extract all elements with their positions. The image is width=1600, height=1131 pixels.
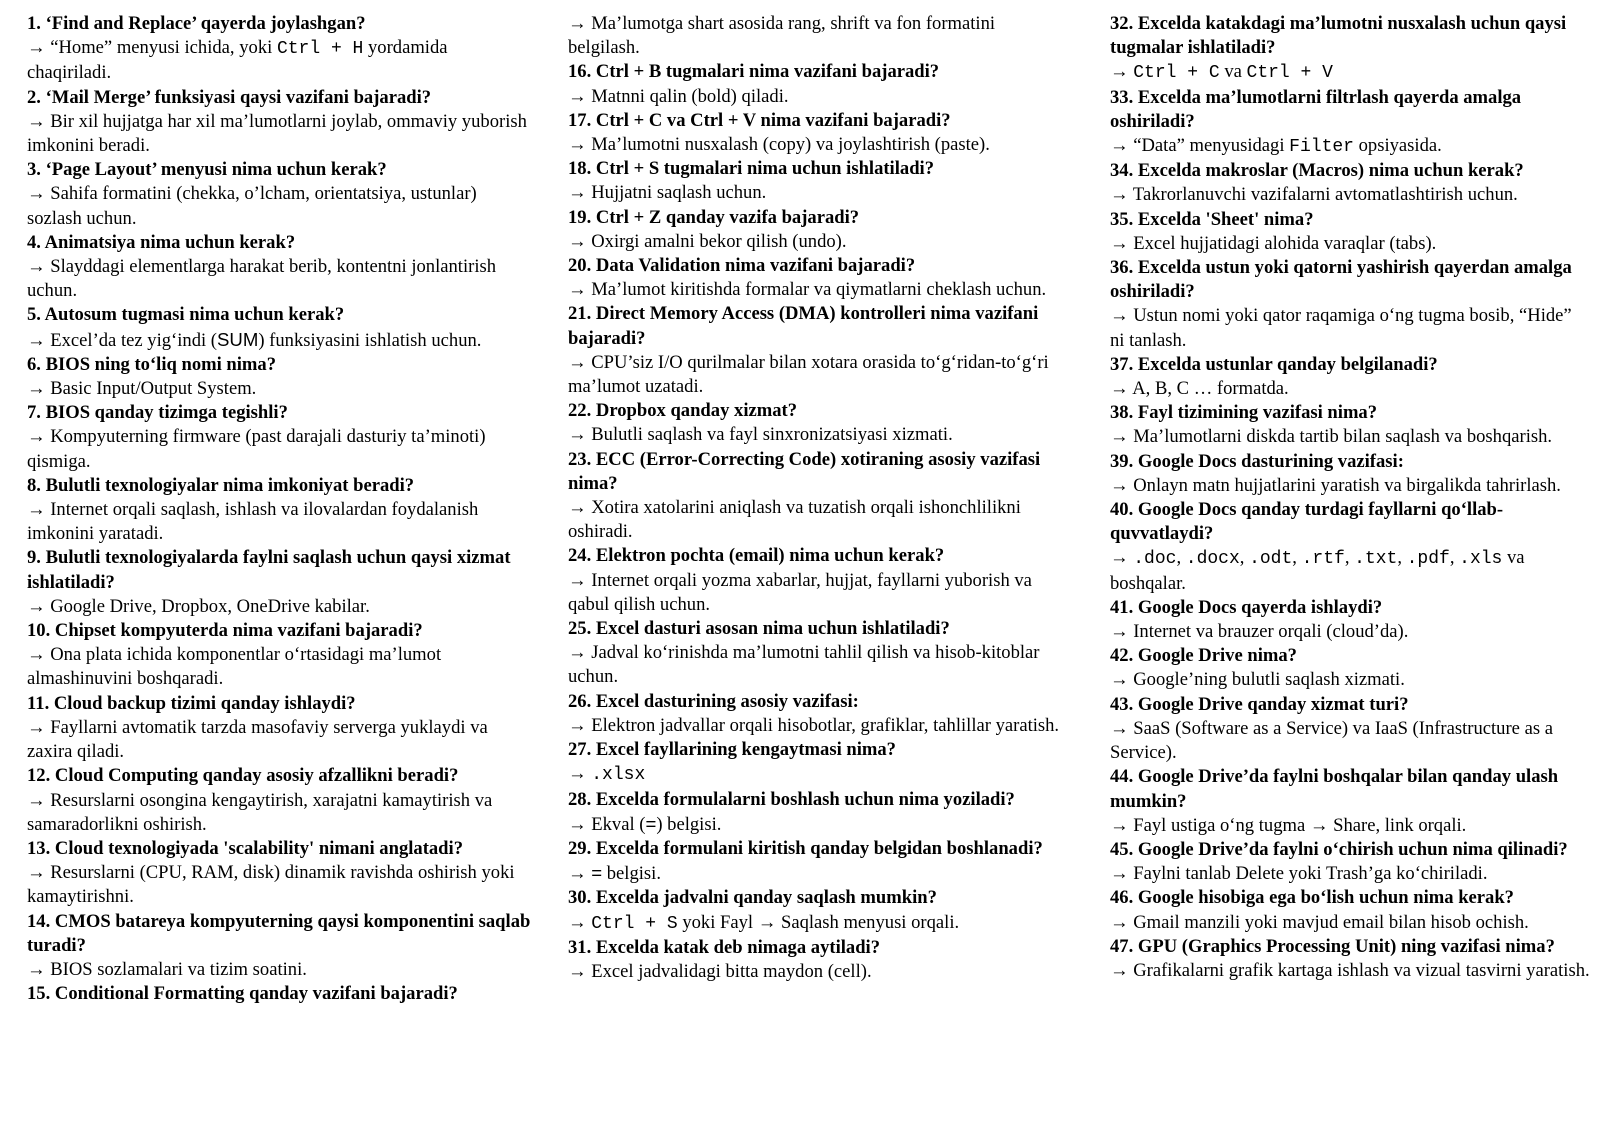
answer-segment: → xyxy=(568,763,592,785)
answer-text xyxy=(27,789,532,837)
answer-segment: → Internet va brauzer orqali (cloud’da). xyxy=(1110,621,1409,643)
qa-item xyxy=(1110,838,1590,886)
qa-item xyxy=(568,254,1068,302)
answer-segment: → Grafikalarni grafik kartaga ishlash va vizual tasvirni yaratish. xyxy=(1110,959,1590,981)
qa-item xyxy=(568,206,1068,254)
question-text: 27. Excel fayllarining kengaytmasi nima? xyxy=(568,739,896,761)
qa-item xyxy=(568,399,1068,447)
qa-item xyxy=(1110,401,1590,449)
answer-segment: → Google Drive, Dropbox, OneDrive kabilar. xyxy=(27,595,370,617)
answer-segment: → Gmail manzili yoki mavjud email bilan hisob ochish. xyxy=(1110,911,1529,933)
answer-text xyxy=(1110,377,1590,401)
answer-segment: = xyxy=(591,862,603,884)
column-3 xyxy=(1110,12,1590,983)
qa-item xyxy=(568,738,1068,787)
answer-segment: yoki Fayl → Saqlash menyusi orqali. xyxy=(677,911,960,933)
answer-segment: → Jadval ko‘rinishda ma’lumotni tahlil qilish va hisob-kitoblar uchun. xyxy=(568,642,1040,688)
answer-text xyxy=(568,351,1068,399)
answer-segment: → xyxy=(1110,547,1134,569)
answer-segment: → Internet orqali yozma xabarlar, hujjat, fayllarni yuborish va qabul qilish uchun. xyxy=(568,569,1032,615)
question-text: 45. Google Drive’da faylni o‘chirish uchun nima qilinadi? xyxy=(1110,838,1568,860)
answer-segment: → Xotira xatolarini aniqlash va tuzatish orqali ishonchlilikni oshiradi. xyxy=(568,497,1021,543)
answer-segment: , xyxy=(1239,547,1250,569)
answer-segment: ) funksiyasini ishlatish uchun. xyxy=(258,329,482,351)
question-text: 25. Excel dasturi asosan nima uchun ishlatiladi? xyxy=(568,618,950,640)
answer-text xyxy=(27,861,532,909)
answer-segment: → Takrorlanuvchi vazifalarni avtomatlashtirish uchun. xyxy=(1110,184,1518,206)
answer-segment: → Oxirgi amalni bekor qilish (undo). xyxy=(568,230,847,252)
question-text: 21. Direct Memory Access (DMA) kontrolleri nima vazifani bajaradi? xyxy=(568,303,1039,349)
answer-text xyxy=(1110,425,1590,449)
qa-item xyxy=(568,109,1068,157)
question-text: 23. ECC (Error-Correcting Code) xotiraning asosiy vazifasi nima? xyxy=(568,448,1041,494)
answer-text xyxy=(27,255,532,303)
answer-text xyxy=(568,960,1068,984)
question-text: 3. ‘Page Layout’ menyusi nima uchun kerak? xyxy=(27,159,387,181)
answer-text xyxy=(1110,668,1590,692)
question-text: 43. Google Drive qanday xizmat turi? xyxy=(1110,693,1409,715)
answer-segment: → Fayl ustiga o‘ng tugma → Share, link orqali. xyxy=(1110,814,1467,836)
answer-segment: → Slayddagi elementlarga harakat berib, kontentni jonlantirish uchun. xyxy=(27,256,497,302)
code-snippet: .xlsx xyxy=(591,765,646,786)
answer-segment: , xyxy=(1176,547,1186,569)
question-text: 17. Ctrl + C va Ctrl + V nima vazifani bajaradi? xyxy=(568,109,951,131)
answer-segment: = xyxy=(645,812,657,834)
question-text: 4. Animatsiya nima uchun kerak? xyxy=(27,231,296,253)
answer-segment: → Ekval ( xyxy=(568,813,646,835)
code-snippet: Ctrl + V xyxy=(1246,63,1333,84)
qa-item xyxy=(1110,644,1590,692)
answer-segment: → Basic Input/Output System. xyxy=(27,378,257,400)
question-text: 10. Chipset kompyuterda nima vazifani bajaradi? xyxy=(27,620,423,642)
answer-text xyxy=(1110,862,1590,886)
column-2 xyxy=(568,12,1068,984)
answer-segment: → Excel’da tez yig‘indi ( xyxy=(27,329,217,351)
answer-segment: → Ma’lumotni nusxalash (copy) va joylashtirish (paste). xyxy=(568,134,990,156)
qa-item xyxy=(568,60,1068,108)
answer-segment: → “Data” menyusidagi xyxy=(1110,135,1290,157)
answer-text xyxy=(1110,60,1590,85)
answer-text xyxy=(27,377,532,401)
qa-item xyxy=(568,448,1068,545)
answer-text xyxy=(1110,717,1590,765)
qa-item xyxy=(1110,353,1590,401)
qa-item xyxy=(27,546,532,619)
answer-text xyxy=(27,498,532,546)
answer-segment: → Ustun nomi yoki qator raqamiga o‘ng tugma bosib, “Hide” ni tanlash. xyxy=(1110,305,1572,351)
answer-segment: → Bir xil hujjatga har xil ma’lumotlarni joylab, ommaviy yuborish imkonini beradi. xyxy=(27,110,527,157)
qa-item xyxy=(27,303,532,352)
qa-item xyxy=(568,788,1068,837)
answer-text xyxy=(568,181,1068,205)
qa-item xyxy=(1110,886,1590,934)
qa-item xyxy=(568,690,1068,738)
qa-item xyxy=(568,12,1068,60)
question-text: 11. Cloud backup tizimi qanday ishlaydi? xyxy=(27,692,356,714)
qa-item xyxy=(1110,86,1590,160)
question-text: 13. Cloud texnologiyada 'scalability' nimani anglatadi? xyxy=(27,837,463,859)
qa-item xyxy=(1110,208,1590,256)
answer-text xyxy=(568,423,1068,447)
code-snippet: .xls xyxy=(1459,549,1503,570)
answer-segment: → Elektron jadvallar orqali hisobotlar, grafiklar, tahlillar yaratish. xyxy=(568,714,1060,736)
question-text: 35. Excelda 'Sheet' nima? xyxy=(1110,208,1314,230)
qa-item xyxy=(27,692,532,765)
question-text: 8. Bulutli texnologiyalar nima imkoniyat beradi? xyxy=(27,474,415,496)
qa-item xyxy=(27,86,532,159)
qa-item xyxy=(27,910,532,983)
question-text: 18. Ctrl + S tugmalari nima uchun ishlatiladi? xyxy=(568,158,934,180)
question-text: 28. Excelda formulalarni boshlash uchun nima yoziladi? xyxy=(568,788,1015,810)
answer-segment: → A, B, C … formatda. xyxy=(1110,378,1289,400)
answer-text xyxy=(1110,474,1590,498)
question-text: 2. ‘Mail Merge’ funksiyasi qaysi vazifani bajaradi? xyxy=(27,86,432,108)
qa-item xyxy=(27,12,532,86)
answer-segment: → xyxy=(1110,61,1134,83)
qa-item xyxy=(27,231,532,304)
question-text: 5. Autosum tugmasi nima uchun kerak? xyxy=(27,304,345,326)
answer-segment: → Onlayn matn hujjatlarini yaratish va birgalikda tahrirlash. xyxy=(1110,474,1561,496)
question-text: 39. Google Docs dasturining vazifasi: xyxy=(1110,450,1404,472)
answer-segment: va boshqalar. xyxy=(1110,547,1525,594)
answer-text xyxy=(27,595,532,619)
qa-item xyxy=(1110,159,1590,207)
answer-segment: , xyxy=(1292,547,1302,569)
question-text: 16. Ctrl + B tugmalari nima vazifani bajaradi? xyxy=(568,61,940,83)
answer-segment: yordamida chaqiriladi. xyxy=(27,37,448,84)
qa-item xyxy=(1110,256,1590,353)
qa-item xyxy=(27,474,532,547)
code-snippet: Ctrl + H xyxy=(276,39,364,60)
question-text: 26. Excel dasturining asosiy vazifasi: xyxy=(568,690,859,712)
answer-text xyxy=(1110,959,1590,983)
qa-item xyxy=(568,302,1068,399)
answer-segment: → xyxy=(568,911,592,933)
qa-item xyxy=(568,837,1068,886)
question-text: 34. Excelda makroslar (Macros) nima uchun kerak? xyxy=(1110,160,1524,182)
answer-text xyxy=(27,328,532,353)
answer-segment: → Ma’lumotga shart asosida rang, shrift va fon formatini belgilash. xyxy=(568,13,996,59)
question-text: 1. ‘Find and Replace’ qayerda joylashgan? xyxy=(27,13,366,34)
question-text: 15. Conditional Formatting qanday vazifani bajaradi? xyxy=(27,983,458,1005)
answer-text xyxy=(27,958,532,982)
answer-text xyxy=(27,182,532,230)
question-text: 33. Excelda ma’lumotlarni filtrlash qayerda amalga oshiriladi? xyxy=(1110,86,1522,132)
qa-item xyxy=(27,982,532,1006)
question-text: 20. Data Validation nima vazifani bajaradi? xyxy=(568,255,916,277)
question-text: 29. Excelda formulani kiritish qanday belgidan boshlanadi? xyxy=(568,837,1043,859)
question-text: 9. Bulutli texnologiyalarda faylni saqlash uchun qaysi xizmat ishlatiladi? xyxy=(27,547,511,593)
answer-text xyxy=(568,762,1068,787)
answer-segment: → Bulutli saqlash va fayl sinxronizatsiyasi xizmati. xyxy=(568,424,953,446)
question-text: 40. Google Docs qanday turdagi fayllarni qo‘llab-quvvatlaydi? xyxy=(1110,499,1504,545)
question-text: 14. CMOS batareya kompyuterning qaysi komponentini saqlab turadi? xyxy=(27,910,531,956)
qa-item xyxy=(27,764,532,837)
answer-segment: , xyxy=(1449,547,1460,569)
answer-text xyxy=(568,278,1068,302)
answer-text xyxy=(568,85,1068,109)
qa-item xyxy=(568,544,1068,617)
answer-segment: → Hujjatni saqlash uchun. xyxy=(568,182,767,204)
qa-item xyxy=(1110,693,1590,766)
answer-segment: → CPU’siz I/O qurilmalar bilan xotara orasida to‘g‘ridan-to‘g‘ri ma’lumot uzatadi. xyxy=(568,351,1049,398)
answer-text xyxy=(568,569,1068,617)
qa-item xyxy=(27,158,532,231)
code-snippet: .txt xyxy=(1354,549,1398,570)
answer-segment: → Ma’lumot kiritishda formalar va qiymatlarni cheklash uchun. xyxy=(568,279,1047,301)
code-snippet: .pdf xyxy=(1406,549,1450,570)
answer-text xyxy=(568,133,1068,157)
answer-text xyxy=(1110,304,1590,352)
question-text: 38. Fayl tizimining vazifasi nima? xyxy=(1110,402,1378,424)
answer-text xyxy=(27,425,532,473)
qa-item xyxy=(568,157,1068,205)
answer-text xyxy=(1110,232,1590,256)
code-snippet: .rtf xyxy=(1301,549,1345,570)
question-text: 24. Elektron pochta (email) nima uchun kerak? xyxy=(568,545,945,567)
question-text: 44. Google Drive’da faylni boshqalar bilan qanday ulash mumkin? xyxy=(1110,766,1559,812)
answer-segment: SUM xyxy=(217,328,259,350)
question-text: 46. Google hisobiga ega bo‘lish uchun nima kerak? xyxy=(1110,887,1514,909)
answer-text xyxy=(568,911,1068,936)
answer-segment: → Resurslarni (CPU, RAM, disk) dinamik ravishda oshirish yoki kamaytirishni. xyxy=(27,862,515,908)
answer-text xyxy=(27,110,532,158)
qa-item xyxy=(27,837,532,910)
qa-item xyxy=(27,619,532,692)
qa-item xyxy=(1110,765,1590,838)
answer-segment: , xyxy=(1397,547,1407,569)
answer-segment: → Fayllarni avtomatik tarzda masofaviy serverga yuklaydi va zaxira qiladi. xyxy=(27,716,488,763)
answer-segment: → Internet orqali saqlash, ishlash va ilovalardan foydalanish imkonini yaratadi. xyxy=(27,499,479,545)
answer-segment: → Excel jadvalidagi bitta maydon (cell). xyxy=(568,960,872,982)
answer-segment: → Google’ning bulutli saqlash xizmati. xyxy=(1110,669,1405,691)
answer-text xyxy=(1110,911,1590,935)
question-text: 22. Dropbox qanday xizmat? xyxy=(568,400,798,422)
answer-segment: → BIOS sozlamalari va tizim soatini. xyxy=(27,958,307,980)
qa-item xyxy=(568,886,1068,935)
question-text: 7. BIOS qanday tizimga tegishli? xyxy=(27,402,288,424)
answer-text xyxy=(568,12,1068,60)
code-snippet: Ctrl + C xyxy=(1133,63,1220,84)
answer-segment: → Faylni tanlab Delete yoki Trash’ga ko‘chiriladi. xyxy=(1110,863,1488,885)
answer-segment: ) belgisi. xyxy=(656,813,722,835)
qa-item xyxy=(27,353,532,401)
question-text: 30. Excelda jadvalni qanday saqlash mumkin? xyxy=(568,887,937,909)
question-text: 19. Ctrl + Z qanday vazifa bajaradi? xyxy=(568,206,860,228)
question-text: 42. Google Drive nima? xyxy=(1110,645,1297,667)
qa-item xyxy=(1110,596,1590,644)
qa-item xyxy=(568,936,1068,984)
answer-text xyxy=(27,643,532,691)
question-text: 6. BIOS ning to‘liq nomi nima? xyxy=(27,353,277,375)
answer-segment: → Ma’lumotlarni diskda tartib bilan saqlash va boshqarish. xyxy=(1110,426,1553,448)
answer-text xyxy=(1110,620,1590,644)
question-text: 31. Excelda katak deb nimaga aytiladi? xyxy=(568,936,880,958)
answer-segment: → Matnni qalin (bold) qiladi. xyxy=(568,85,789,107)
answer-segment: → Sahifa formatini (chekka, o’lcham, orientatsiya, ustunlar) sozlash uchun. xyxy=(27,183,477,229)
qa-item xyxy=(1110,498,1590,596)
question-text: 32. Excelda katakdagi ma’lumotni nusxalash uchun qaysi tugmalar ishlatiladi? xyxy=(1110,13,1567,59)
answer-text xyxy=(1110,183,1590,207)
question-text: 41. Google Docs qayerda ishlaydi? xyxy=(1110,596,1383,618)
code-snippet: .doc xyxy=(1133,549,1177,570)
answer-segment: , xyxy=(1344,547,1355,569)
question-text: 37. Excelda ustunlar qanday belgilanadi? xyxy=(1110,353,1438,375)
code-snippet: Filter xyxy=(1289,137,1354,158)
answer-text xyxy=(1110,546,1590,595)
answer-segment: → Excel hujjatidagi alohida varaqlar (tabs). xyxy=(1110,232,1437,254)
answer-segment: → Ona plata ichida komponentlar o‘rtasidagi ma’lumot almashinuvini boshqaradi. xyxy=(27,644,442,690)
answer-segment: opsiyasida. xyxy=(1353,135,1442,157)
answer-segment: → “Home” menyusi ichida, yoki xyxy=(27,37,277,59)
answer-segment: belgisi. xyxy=(602,863,661,885)
qa-item xyxy=(27,401,532,474)
question-text: 47. GPU (Graphics Processing Unit) ning vazifasi nima? xyxy=(1110,935,1555,957)
question-text: 12. Cloud Computing qanday asosiy afzallikni beradi? xyxy=(27,765,459,787)
answer-text xyxy=(27,716,532,764)
qa-item xyxy=(568,617,1068,690)
code-snippet: .odt xyxy=(1249,549,1293,570)
qa-item xyxy=(1110,12,1590,86)
answer-text xyxy=(568,496,1068,544)
answer-segment: → Kompyuterning firmware (past darajali dasturiy ta’minoti) qismiga. xyxy=(27,426,486,472)
answer-text xyxy=(568,812,1068,837)
answer-text xyxy=(568,230,1068,254)
answer-segment: → SaaS (Software as a Service) va IaaS (Infrastructure as a Service). xyxy=(1110,717,1553,764)
answer-text xyxy=(568,714,1068,738)
qa-item xyxy=(1110,935,1590,983)
answer-text xyxy=(1110,814,1590,838)
code-snippet: Ctrl + S xyxy=(591,913,678,934)
answer-segment: → Resurslarni osongina kengaytirish, xarajatni kamaytirish va samaradorlikni oshirish. xyxy=(27,789,493,835)
answer-text xyxy=(27,36,532,85)
answer-text xyxy=(568,861,1068,886)
column-1 xyxy=(27,12,532,1006)
answer-segment: → xyxy=(568,863,592,885)
qa-item xyxy=(1110,450,1590,498)
code-snippet: .docx xyxy=(1185,549,1240,570)
answer-segment: va xyxy=(1219,61,1247,83)
question-text: 36. Excelda ustun yoki qatorni yashirish qayerdan amalga oshiriladi? xyxy=(1110,257,1572,303)
answer-text xyxy=(1110,134,1590,159)
answer-text xyxy=(568,641,1068,689)
